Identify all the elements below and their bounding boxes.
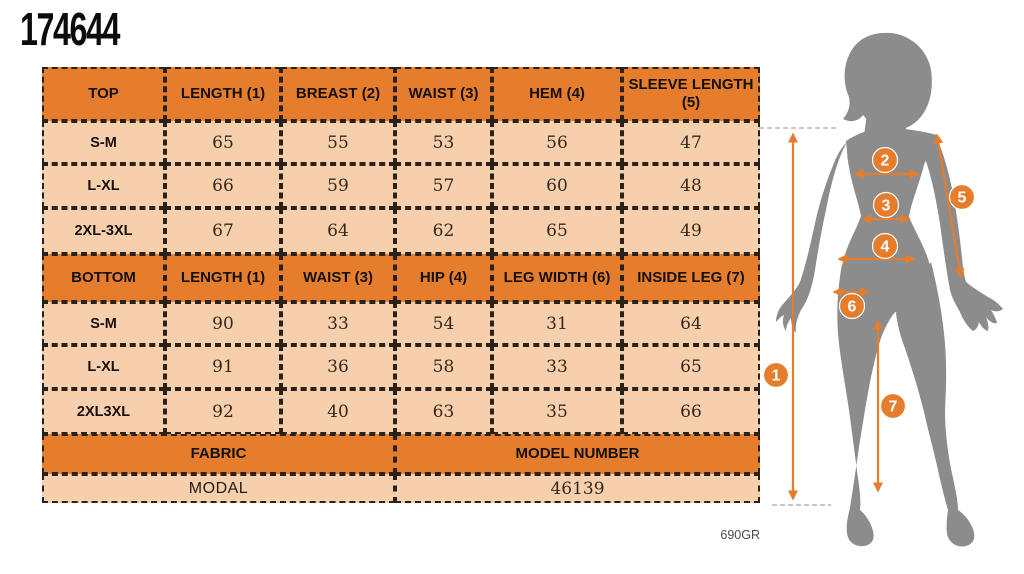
value-cell: 59: [281, 164, 395, 208]
model-number-value: 46139: [395, 474, 760, 503]
value-cell: 47: [622, 121, 760, 164]
value-cell: 64: [622, 302, 760, 345]
value-cell: 92: [165, 389, 281, 434]
body-measurement-figure: [748, 18, 1024, 574]
value-cell: 31: [492, 302, 622, 345]
value-cell: 66: [165, 164, 281, 208]
table-row: [42, 434, 760, 474]
size-table: [42, 67, 760, 503]
value-cell: 65: [165, 121, 281, 164]
value-cell: 66: [622, 389, 760, 434]
value-cell: 54: [395, 302, 492, 345]
header-top: TOP: [42, 67, 165, 121]
size-cell: L-XL: [42, 345, 165, 389]
value-cell: 60: [492, 164, 622, 208]
value-cell: 63: [395, 389, 492, 434]
page-title: 174644: [20, 3, 120, 55]
header-hip-4: HIP (4): [395, 254, 492, 302]
header-waist-3: WAIST (3): [395, 67, 492, 121]
value-cell: 40: [281, 389, 395, 434]
table-row: [42, 208, 760, 254]
header-waist-3: WAIST (3): [281, 254, 395, 302]
table-row: [42, 302, 760, 345]
header-bottom: BOTTOM: [42, 254, 165, 302]
woman-silhouette: [776, 33, 1003, 547]
marker-label-1: 1: [771, 367, 781, 385]
marker-label-2: 2: [880, 152, 890, 170]
header-sleeve-length-5: SLEEVE LENGTH (5): [622, 67, 760, 121]
model-number-label: MODEL NUMBER: [395, 434, 760, 474]
value-cell: 90: [165, 302, 281, 345]
fabric-value: MODAL: [42, 474, 395, 503]
table-row: [42, 345, 760, 389]
value-cell: 64: [281, 208, 395, 254]
value-cell: 48: [622, 164, 760, 208]
value-cell: 33: [281, 302, 395, 345]
value-cell: 55: [281, 121, 395, 164]
silhouette-left-arm: [776, 142, 847, 333]
marker-label-5: 5: [957, 189, 967, 207]
marker-label-7: 7: [888, 398, 898, 416]
weight-note: 690GR: [720, 528, 760, 542]
marker-label-4: 4: [880, 238, 890, 256]
value-cell: 65: [622, 345, 760, 389]
size-cell: L-XL: [42, 164, 165, 208]
value-cell: 57: [395, 164, 492, 208]
table-row: [42, 474, 760, 503]
value-cell: 62: [395, 208, 492, 254]
value-cell: 67: [165, 208, 281, 254]
header-breast-2: BREAST (2): [281, 67, 395, 121]
header-hem-4: HEM (4): [492, 67, 622, 121]
value-cell: 91: [165, 345, 281, 389]
header-inside-leg-7: INSIDE LEG (7): [622, 254, 760, 302]
header-length-1: LENGTH (1): [165, 254, 281, 302]
size-cell: S-M: [42, 121, 165, 164]
value-cell: 33: [492, 345, 622, 389]
size-cell: S-M: [42, 302, 165, 345]
marker-label-6: 6: [847, 298, 857, 316]
table-row: [42, 164, 760, 208]
marker-label-3: 3: [881, 197, 891, 215]
header-leg-width-6: LEG WIDTH (6): [492, 254, 622, 302]
value-cell: 56: [492, 121, 622, 164]
value-cell: 49: [622, 208, 760, 254]
table-row: [42, 67, 760, 121]
value-cell: 65: [492, 208, 622, 254]
value-cell: 35: [492, 389, 622, 434]
value-cell: 36: [281, 345, 395, 389]
value-cell: 58: [395, 345, 492, 389]
size-cell: 2XL-3XL: [42, 208, 165, 254]
value-cell: 53: [395, 121, 492, 164]
fabric-label: FABRIC: [42, 434, 395, 474]
size-cell: 2XL3XL: [42, 389, 165, 434]
table-row: [42, 121, 760, 164]
header-length-1: LENGTH (1): [165, 67, 281, 121]
table-row: [42, 389, 760, 434]
table-row: [42, 254, 760, 302]
